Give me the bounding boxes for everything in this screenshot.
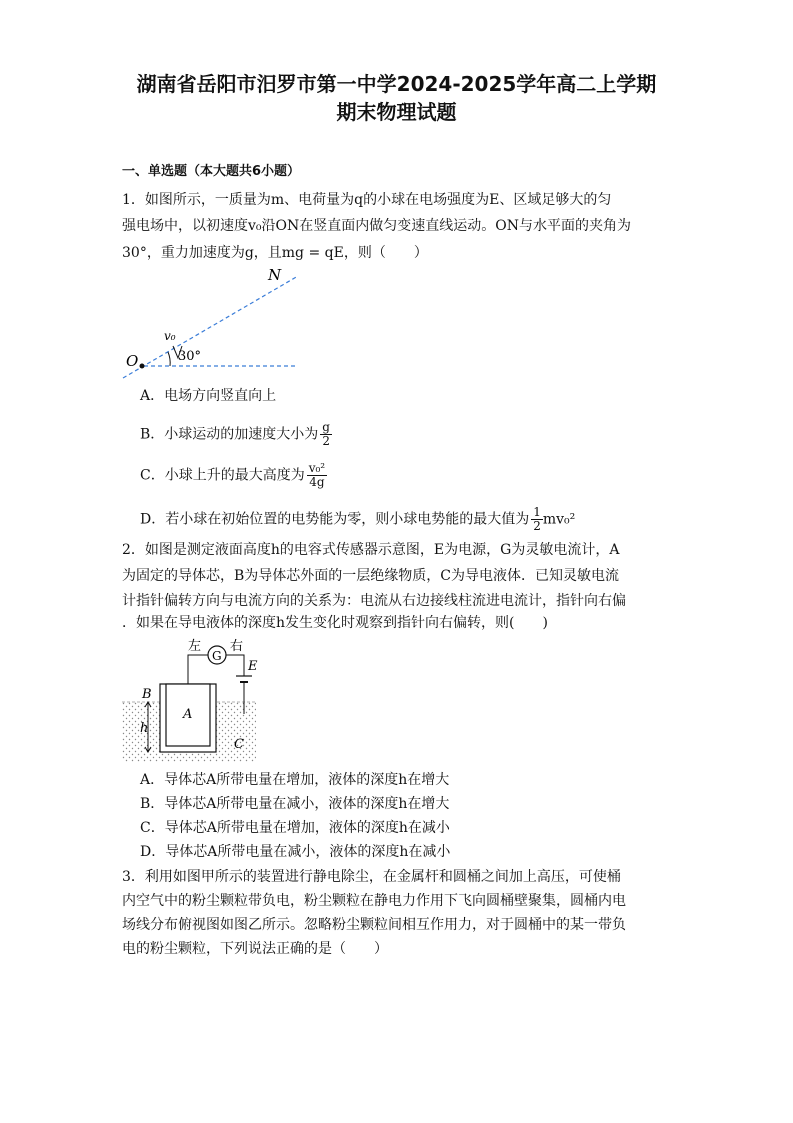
q3-line1: 3．利用如图甲所示的装置进行静电除尘，在金属杆和圆桶之间加上高压，可使桶 <box>122 869 621 885</box>
angle-arc <box>168 352 170 366</box>
q2-option-c: C．导体芯A所带电量在增加，液体的深度h在减小 <box>140 820 450 836</box>
q1-figure <box>118 266 318 386</box>
q2-line4: ．如果在导电液体的深度h发生变化时观察到指针向右偏转，则( ) <box>122 615 548 631</box>
label-30deg: 30° <box>178 349 202 364</box>
q1-line3: 30°，重力加速度为g，且mg = qE，则（ ） <box>122 245 428 261</box>
q2-option-a: A．导体芯A所带电量在增加，液体的深度h在增大 <box>140 772 450 788</box>
q2-option-b: B．导体芯A所带电量在减小，液体的深度h在增大 <box>140 796 450 812</box>
q2-line3: 计指针偏转方向与电流方向的关系为：电流从右边接线柱流进电流计，指针向右偏 <box>122 593 626 609</box>
q2-line2: 为固定的导体芯，B为导体芯外面的一层绝缘物质，C为导电液体．已知灵敏电流 <box>122 568 619 584</box>
label-right: 右 <box>230 639 244 654</box>
q1-option-c: C．小球上升的最大高度为 $\frac{\text{v₀²}}{4g}$ <box>140 461 326 489</box>
ball-point <box>140 364 145 369</box>
q2-option-d: D．导体芯A所带电量在减小，液体的深度h在减小 <box>140 844 451 860</box>
q1-line2: 强电场中，以初速度v₀沿ON在竖直面内做匀变速直线运动。ON与水平面的夹角为 <box>122 218 631 234</box>
label-left: 左 <box>188 639 202 654</box>
document-title-line2: 期末物理试题 <box>336 100 457 124</box>
q3-line2: 内空气中的粉尘颗粒带负电，粉尘颗粒在静电力作用下飞向圆桶壁聚集，圆桶内电 <box>122 893 626 909</box>
q3-line4: 电的粉尘颗粒，下列说法正确的是（ ） <box>122 941 388 957</box>
section-heading: 一、单选题（本大题共6小题） <box>122 164 301 179</box>
wire-left <box>188 655 208 684</box>
label-N: N <box>268 266 282 284</box>
q2-line1: 2．如图是测定液面高度h的电容式传感器示意图，E为电源，G为灵敏电流计，A <box>122 542 620 558</box>
q1-option-d: D．若小球在初始位置的电势能为零，则小球电势能的最大值为 $\frac{1}{2}$ mv₀² <box>140 505 576 533</box>
label-e: E <box>248 659 258 674</box>
label-h: h <box>140 721 149 736</box>
document-title-line1: 湖南省岳阳市汨罗市第一中学2024-2025学年高二上学期 <box>136 72 657 96</box>
q3-line3: 场线分布俯视图如图乙所示。忽略粉尘颗粒间相互作用力，对于圆桶中的某一带负 <box>122 917 626 933</box>
wire-right <box>226 655 244 676</box>
q1-line1: 1．如图所示，一质量为m、电荷量为q的小球在电场强度为E、区域足够大的匀 <box>122 192 612 208</box>
label-O: O <box>126 352 139 370</box>
on-line <box>123 276 298 378</box>
label-b: B <box>142 687 152 702</box>
label-a: A <box>183 707 193 722</box>
q1-option-a: A．电场方向竖直向上 <box>140 388 277 404</box>
label-c: C <box>234 737 244 752</box>
q1-option-b: B．小球运动的加速度大小为 $\frac{g}{2}$ <box>140 420 330 448</box>
label-v0: v₀ <box>164 329 176 343</box>
q2-figure <box>122 636 262 766</box>
label-g: G <box>212 649 222 663</box>
